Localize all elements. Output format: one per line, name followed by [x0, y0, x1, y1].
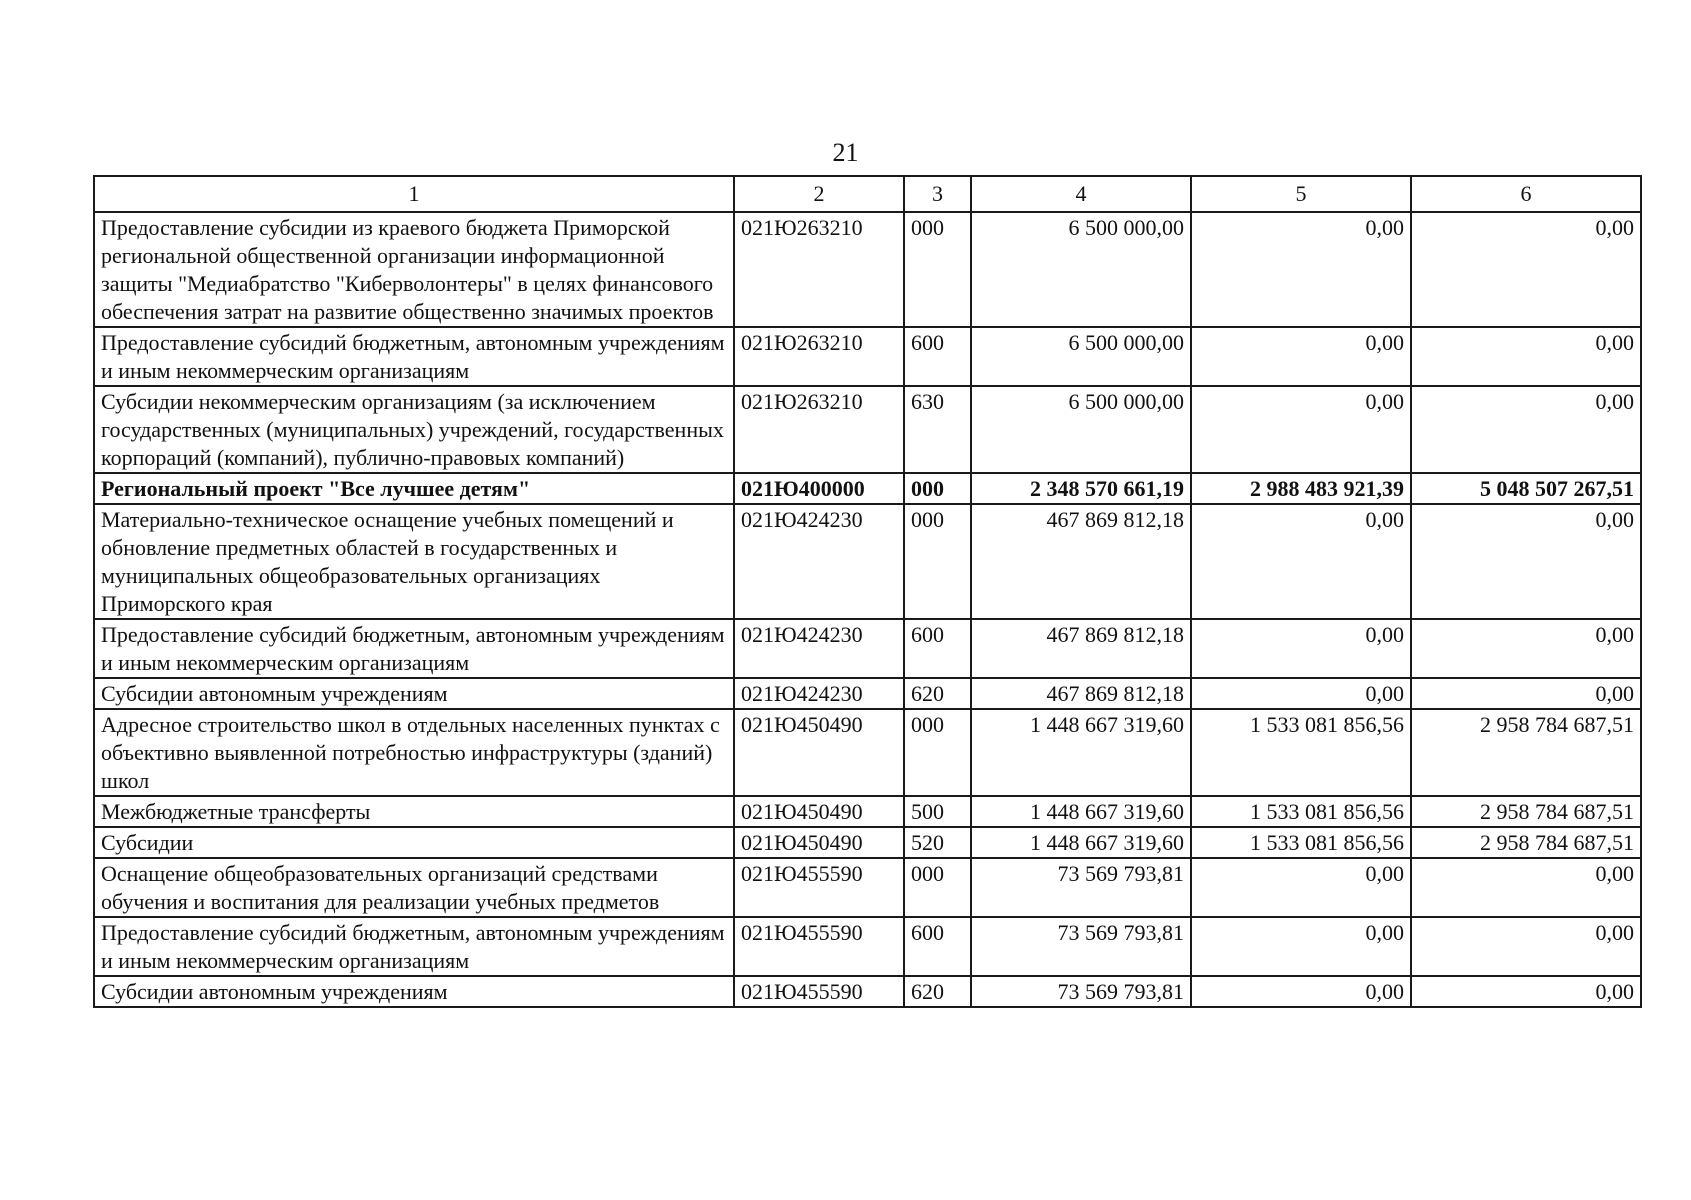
- amount-col5-cell: 0,00: [1191, 917, 1411, 976]
- expense-type-cell: 600: [904, 327, 971, 386]
- table-row: [94, 709, 1641, 796]
- amount-col4-cell: 1 448 667 319,60: [971, 796, 1191, 827]
- table-row: [94, 327, 1641, 386]
- amount-col4-cell: 467 869 812,18: [971, 504, 1191, 619]
- amount-col6-cell: 0,00: [1411, 858, 1641, 917]
- column-header: 4: [971, 176, 1191, 212]
- amount-col5-cell: 0,00: [1191, 386, 1411, 473]
- amount-col4-cell: 1 448 667 319,60: [971, 827, 1191, 858]
- target-code-cell: 021Ю424230: [734, 619, 904, 678]
- target-code-cell: 021Ю455590: [734, 858, 904, 917]
- amount-col6-cell: 0,00: [1411, 917, 1641, 976]
- column-header: 3: [904, 176, 971, 212]
- item-name-cell: Субсидии некоммерческим организациям (за исключением государственных (муниципальных) учреждений, государственных корпораций (компаний), публично-правовых компаний): [94, 386, 734, 473]
- table-row: [94, 678, 1641, 709]
- amount-col6-cell: 2 958 784 687,51: [1411, 709, 1641, 796]
- table-row: [94, 212, 1641, 327]
- item-name-cell: Предоставление субсидий бюджетным, автономным учреждениям и иным некоммерческим организациям: [94, 619, 734, 678]
- item-name-cell: Оснащение общеобразовательных организаций средствами обучения и воспитания для реализации учебных предметов: [94, 858, 734, 917]
- amount-col6-cell: 0,00: [1411, 504, 1641, 619]
- target-code-cell: 021Ю263210: [734, 327, 904, 386]
- expense-type-cell: 000: [904, 858, 971, 917]
- table-row: [94, 386, 1641, 473]
- amount-col4-cell: 6 500 000,00: [971, 212, 1191, 327]
- amount-col5-cell: 0,00: [1191, 858, 1411, 917]
- expense-type-cell: 000: [904, 709, 971, 796]
- amount-col6-cell: 0,00: [1411, 386, 1641, 473]
- column-header: 1: [94, 176, 734, 212]
- item-name-cell: Предоставление субсидий бюджетным, автономным учреждениям и иным некоммерческим организациям: [94, 917, 734, 976]
- amount-col4-cell: 467 869 812,18: [971, 678, 1191, 709]
- item-name-cell: Предоставление субсидии из краевого бюджета Приморской региональной общественной организации информационной защиты "Медиабратство "Киберволонтеры" в целях финансового обеспечения затрат на развитие общественно значимых проектов: [94, 212, 734, 327]
- amount-col5-cell: 0,00: [1191, 327, 1411, 386]
- amount-col5-cell: 0,00: [1191, 504, 1411, 619]
- target-code-cell: 021Ю424230: [734, 678, 904, 709]
- amount-col6-cell: 0,00: [1411, 212, 1641, 327]
- target-code-cell: 021Ю263210: [734, 386, 904, 473]
- amount-col4-cell: 1 448 667 319,60: [971, 709, 1191, 796]
- target-code-cell: 021Ю263210: [734, 212, 904, 327]
- amount-col6-cell: 5 048 507 267,51: [1411, 473, 1641, 504]
- amount-col5-cell: 0,00: [1191, 976, 1411, 1007]
- amount-col6-cell: 2 958 784 687,51: [1411, 796, 1641, 827]
- expense-type-cell: 000: [904, 504, 971, 619]
- expense-type-cell: 600: [904, 917, 971, 976]
- amount-col4-cell: 467 869 812,18: [971, 619, 1191, 678]
- target-code-cell: 021Ю455590: [734, 976, 904, 1007]
- column-header: 6: [1411, 176, 1641, 212]
- expense-type-cell: 630: [904, 386, 971, 473]
- amount-col5-cell: 1 533 081 856,56: [1191, 796, 1411, 827]
- item-name-cell: Межбюджетные трансферты: [94, 796, 734, 827]
- item-name-cell: Материально-техническое оснащение учебных помещений и обновление предметных областей в государственных и муниципальных общеобразовательных организациях Приморского края: [94, 504, 734, 619]
- amount-col6-cell: 0,00: [1411, 678, 1641, 709]
- amount-col4-cell: 6 500 000,00: [971, 327, 1191, 386]
- amount-col6-cell: 0,00: [1411, 327, 1641, 386]
- amount-col5-cell: 2 988 483 921,39: [1191, 473, 1411, 504]
- amount-col5-cell: 1 533 081 856,56: [1191, 827, 1411, 858]
- item-name-cell: Региональный проект "Все лучшее детям": [94, 473, 734, 504]
- item-name-cell: Субсидии: [94, 827, 734, 858]
- amount-col4-cell: 73 569 793,81: [971, 917, 1191, 976]
- table-header-row: [94, 176, 1641, 212]
- table-row: [94, 917, 1641, 976]
- table-row: [94, 827, 1641, 858]
- target-code-cell: 021Ю450490: [734, 827, 904, 858]
- budget-table: [93, 175, 1642, 1008]
- amount-col6-cell: 2 958 784 687,51: [1411, 827, 1641, 858]
- amount-col5-cell: 1 533 081 856,56: [1191, 709, 1411, 796]
- table-row: [94, 976, 1641, 1007]
- column-header: 2: [734, 176, 904, 212]
- table-body: [94, 212, 1641, 1007]
- amount-col5-cell: 0,00: [1191, 212, 1411, 327]
- target-code-cell: 021Ю424230: [734, 504, 904, 619]
- amount-col5-cell: 0,00: [1191, 619, 1411, 678]
- item-name-cell: Субсидии автономным учреждениям: [94, 678, 734, 709]
- expense-type-cell: 600: [904, 619, 971, 678]
- target-code-cell: 021Ю450490: [734, 709, 904, 796]
- target-code-cell: 021Ю450490: [734, 796, 904, 827]
- table-row: [94, 858, 1641, 917]
- expense-type-cell: 620: [904, 678, 971, 709]
- table-row: [94, 504, 1641, 619]
- table-row: [94, 796, 1641, 827]
- amount-col6-cell: 0,00: [1411, 619, 1641, 678]
- amount-col4-cell: 6 500 000,00: [971, 386, 1191, 473]
- target-code-cell: 021Ю400000: [734, 473, 904, 504]
- column-header: 5: [1191, 176, 1411, 212]
- item-name-cell: Субсидии автономным учреждениям: [94, 976, 734, 1007]
- expense-type-cell: 520: [904, 827, 971, 858]
- expense-type-cell: 000: [904, 473, 971, 504]
- table-row: [94, 473, 1641, 504]
- item-name-cell: Предоставление субсидий бюджетным, автономным учреждениям и иным некоммерческим организациям: [94, 327, 734, 386]
- expense-type-cell: 620: [904, 976, 971, 1007]
- amount-col6-cell: 0,00: [1411, 976, 1641, 1007]
- expense-type-cell: 000: [904, 212, 971, 327]
- item-name-cell: Адресное строительство школ в отдельных населенных пунктах с объективно выявленной потребностью инфраструктуры (зданий) школ: [94, 709, 734, 796]
- amount-col4-cell: 73 569 793,81: [971, 976, 1191, 1007]
- page-number: 21: [832, 138, 859, 167]
- amount-col5-cell: 0,00: [1191, 678, 1411, 709]
- amount-col4-cell: 2 348 570 661,19: [971, 473, 1191, 504]
- expense-type-cell: 500: [904, 796, 971, 827]
- target-code-cell: 021Ю455590: [734, 917, 904, 976]
- amount-col4-cell: 73 569 793,81: [971, 858, 1191, 917]
- table-row: [94, 619, 1641, 678]
